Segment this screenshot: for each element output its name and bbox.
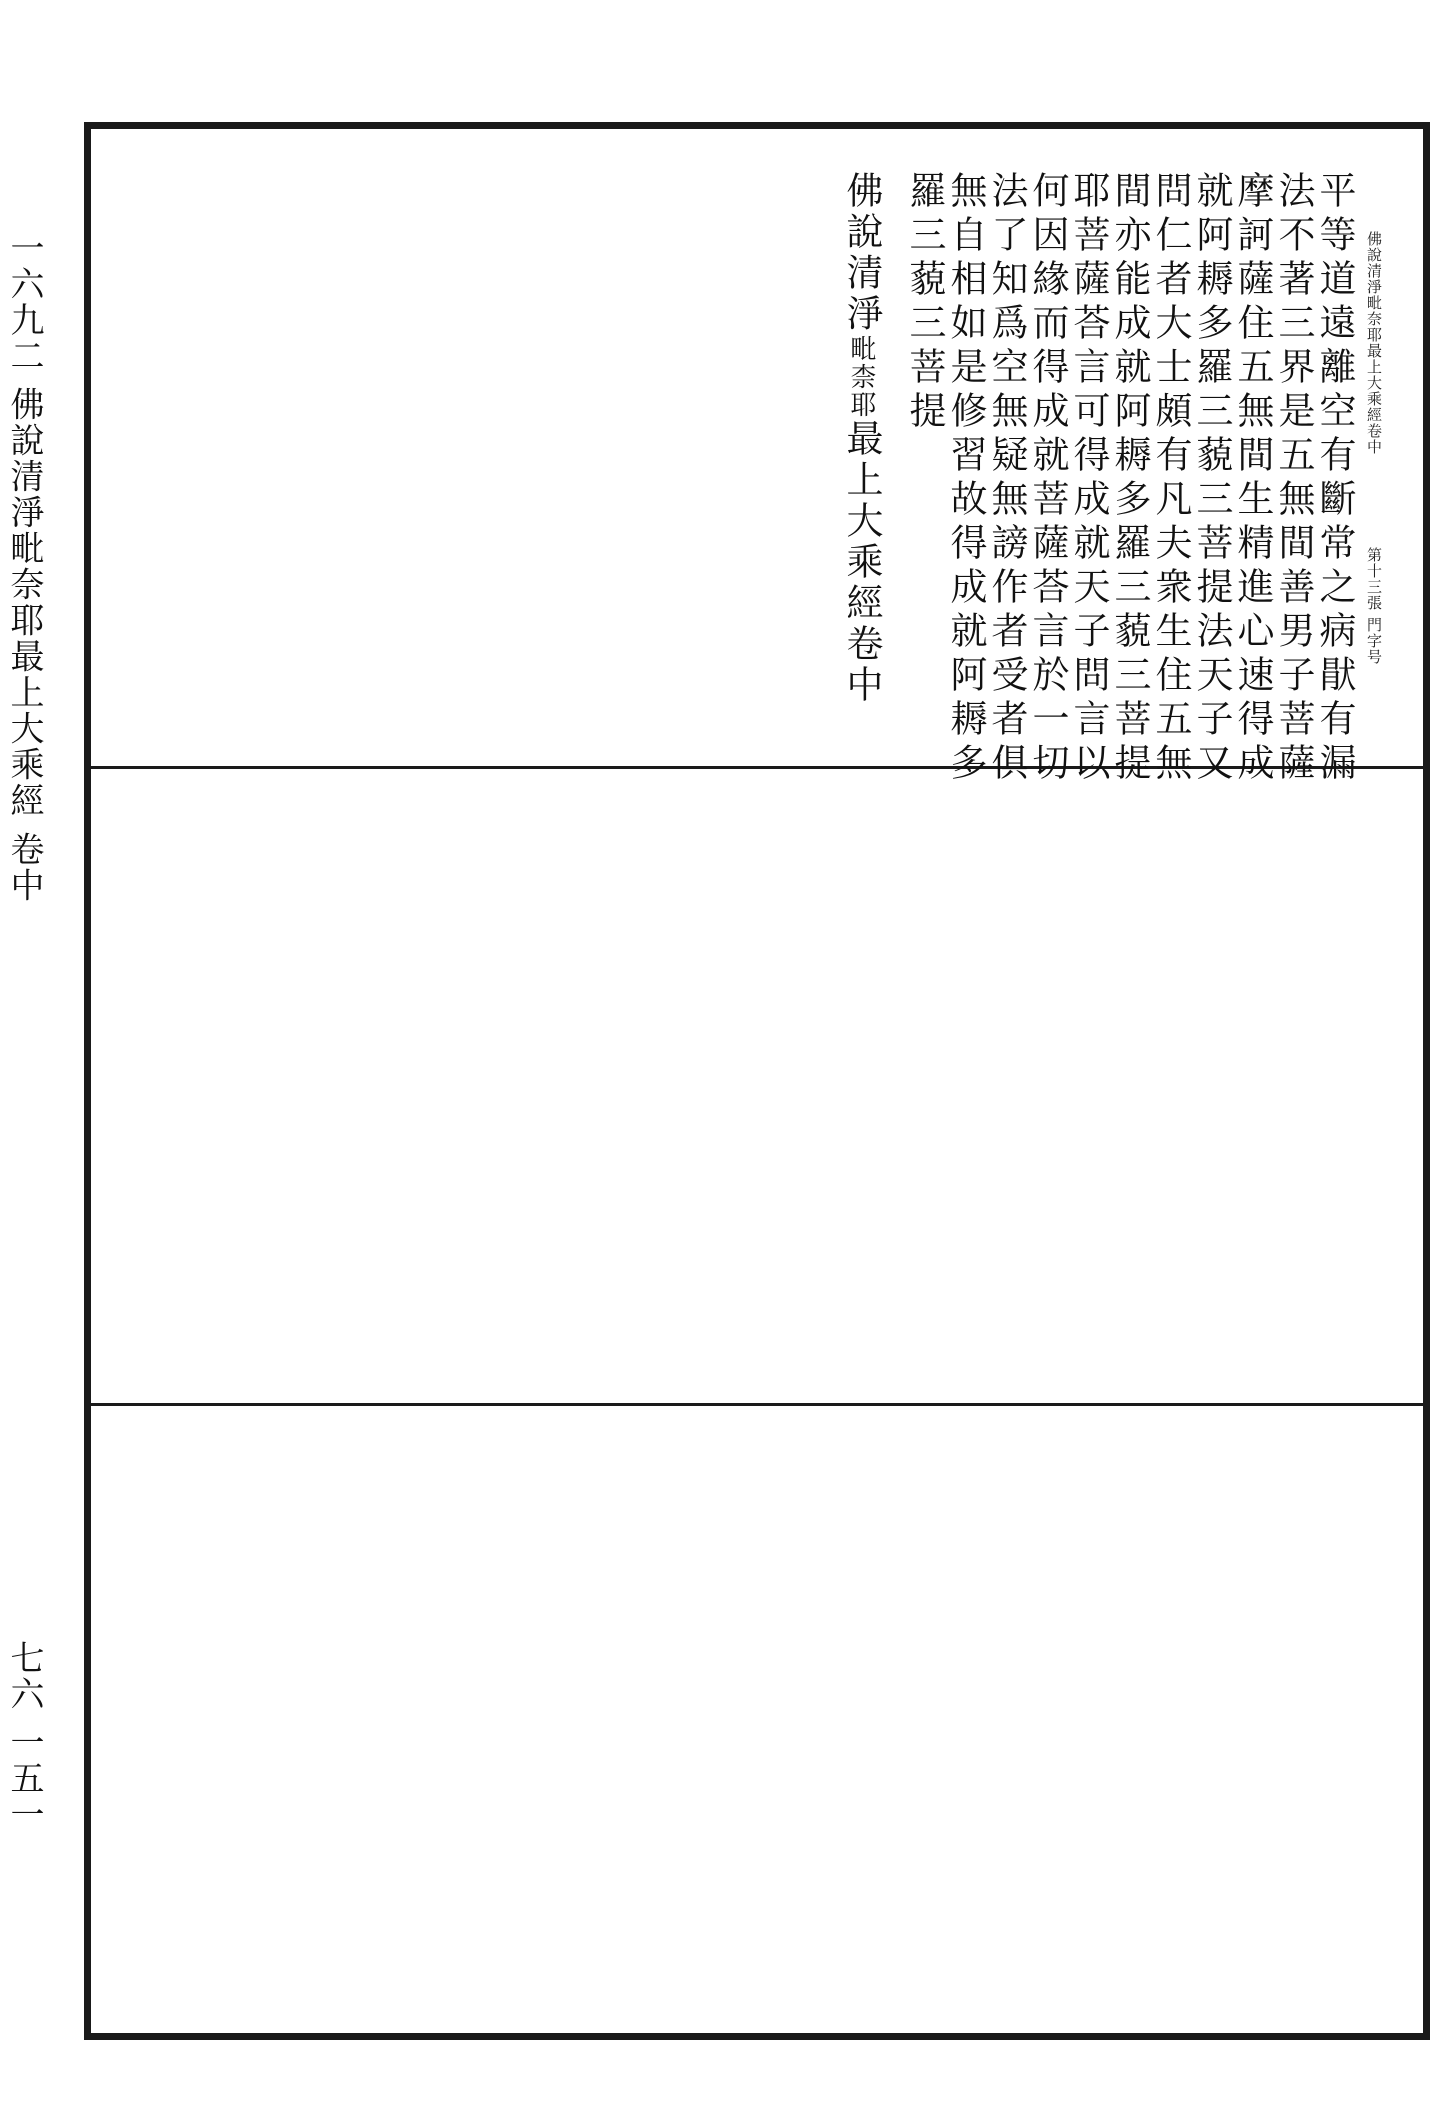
top-panel bbox=[91, 129, 1423, 787]
running-title: 一六九二 佛說清淨毗奈耶最上大乘經 卷中 bbox=[4, 230, 44, 904]
colophon bbox=[1359, 171, 1389, 771]
text-column: 摩訶薩住五無間生精進心速得成 bbox=[1231, 171, 1274, 787]
page-number: 七六 一五一 bbox=[4, 1640, 44, 1833]
end-title-small: 毗柰耶 bbox=[846, 335, 876, 419]
text-column: 法不著三界是五無間善男子菩薩 bbox=[1272, 171, 1315, 787]
middle-panel bbox=[91, 769, 1423, 1406]
end-title-tail: 最上大乘經卷中 bbox=[840, 419, 883, 706]
text-column: 平等道遠離空有斷常之病猒有漏 bbox=[1313, 171, 1356, 787]
end-title bbox=[840, 171, 882, 771]
text-column: 間亦能成就阿耨多羅三藐三菩提 bbox=[1108, 171, 1151, 787]
page-frame bbox=[84, 122, 1430, 2040]
text-column: 法了知爲空無疑無謗作者受者俱 bbox=[985, 171, 1028, 787]
text-column: 耶菩薩荅言可得成就天子問言以 bbox=[1067, 171, 1110, 787]
text-column: 羅三藐三菩提 bbox=[903, 171, 946, 435]
colophon-sheet: 第十三張 門字号 bbox=[1365, 547, 1383, 665]
text-column: 問仁者大士頗有凡夫衆生住五無 bbox=[1149, 171, 1192, 787]
sutra-text bbox=[840, 171, 1401, 787]
bottom-panel bbox=[91, 1406, 1423, 2033]
colophon-title: 佛說清淨毗奈耶最上大乘經卷中 bbox=[1365, 231, 1383, 455]
text-column: 何因緣而得成就菩薩荅言於一切 bbox=[1026, 171, 1069, 787]
text-column: 就阿耨多羅三藐三菩提法天子又 bbox=[1190, 171, 1233, 787]
text-column: 無自相如是修習故得成就阿耨多 bbox=[944, 171, 987, 787]
end-title-main: 佛說清淨 bbox=[840, 171, 883, 335]
